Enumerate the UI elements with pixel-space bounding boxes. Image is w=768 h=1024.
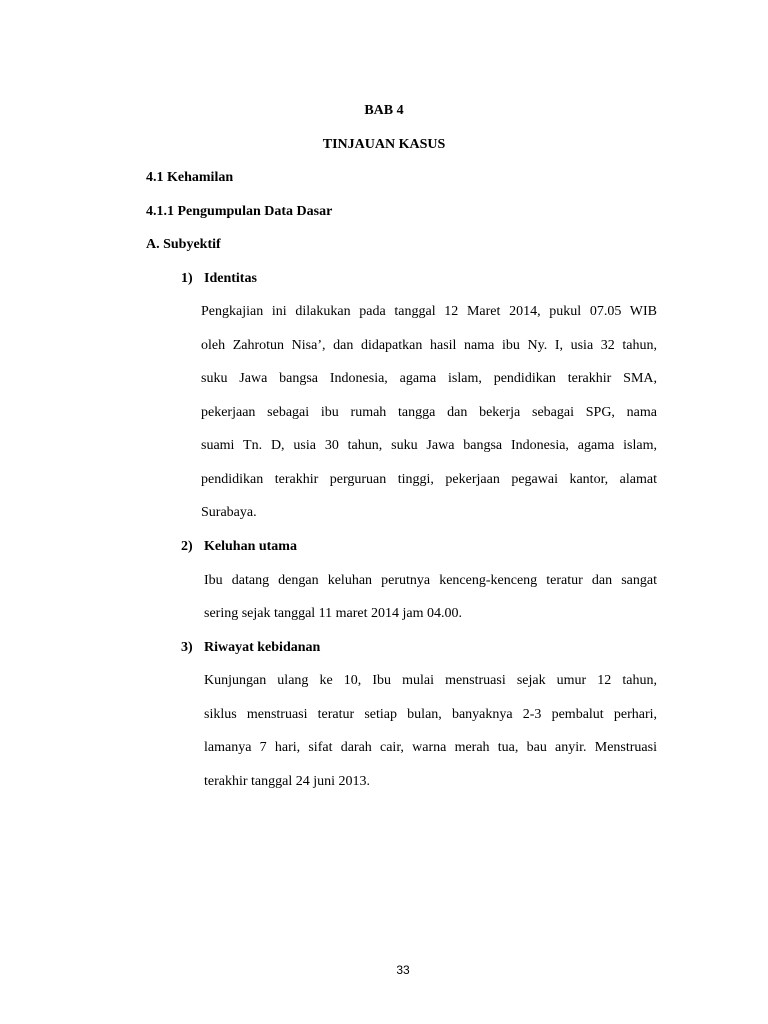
item-title-text: Keluhan utama (204, 539, 297, 554)
page-number: 33 (396, 963, 410, 977)
paragraph-line: suami Tn. D, usia 30 tahun, suku Jawa bangsa Indonesia, agama islam, (201, 438, 657, 453)
paragraph-line: terakhir tanggal 24 juni 2013. (204, 774, 371, 789)
item-title-text: Riwayat kebidanan (204, 640, 321, 655)
paragraph-line: pendidikan terakhir perguruan tinggi, pekerjaan pegawai kantor, alamat (201, 472, 657, 487)
paragraph-line: Kunjungan ulang ke 10, Ibu mulai menstruasi sejak umur 12 tahun, (204, 673, 657, 688)
paragraph-line: siklus menstruasi teratur setiap bulan, banyaknya 2-3 pembalut perhari, (204, 707, 657, 722)
part-heading: A. Subyektif (146, 237, 221, 252)
item-riwayat-title (181, 640, 320, 656)
paragraph-line: pekerjaan sebagai ibu rumah tangga dan bekerja sebagai SPG, nama (201, 405, 657, 420)
paragraph-line: Surabaya. (201, 505, 257, 520)
subsection-heading: 4.1.1 Pengumpulan Data Dasar (146, 204, 333, 219)
paragraph-line: suku Jawa bangsa Indonesia, agama islam, pendidikan terakhir SMA, (201, 371, 657, 386)
paragraph-line: Ibu datang dengan keluhan perutnya kenceng-kenceng teratur dan sangat (204, 573, 657, 588)
item-number: 3) (181, 640, 193, 655)
paragraph-line: oleh Zahrotun Nisa’, dan didapatkan hasil nama ibu Ny. I, usia 32 tahun, (201, 338, 657, 353)
paragraph-line: sering sejak tanggal 11 maret 2014 jam 04.00. (204, 606, 463, 621)
section-heading: 4.1 Kehamilan (146, 170, 234, 185)
item-number: 2) (181, 539, 193, 554)
chapter-title: TINJAUAN KASUS (322, 137, 446, 152)
item-number: 1) (181, 271, 193, 286)
paragraph-line: Pengkajian ini dilakukan pada tanggal 12 Maret 2014, pukul 07.05 WIB (201, 304, 657, 319)
paragraph-line: lamanya 7 hari, sifat darah cair, warna merah tua, bau anyir. Menstruasi (204, 740, 657, 755)
item-identitas-title (181, 271, 257, 287)
item-keluhan-title (181, 539, 297, 555)
chapter-heading: BAB 4 (364, 103, 404, 118)
item-title-text: Identitas (204, 271, 257, 286)
